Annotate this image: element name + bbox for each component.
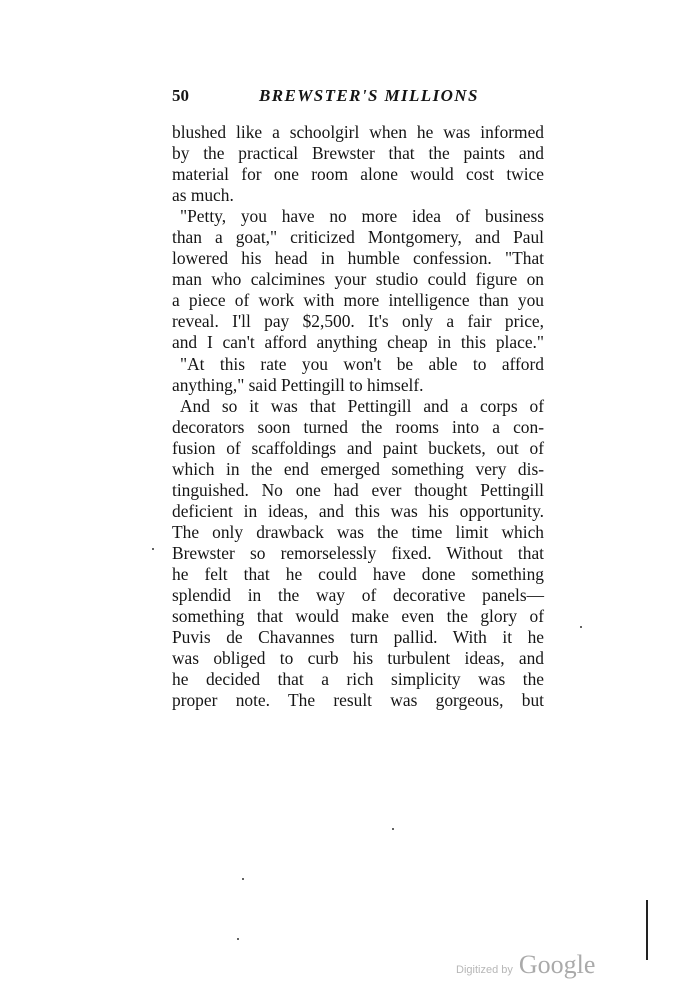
text-line: decorators soon turned the rooms into a con- bbox=[172, 416, 544, 437]
text-line: reveal. I'll pay $2,500. It's only a fair price, bbox=[172, 311, 544, 332]
scan-speck bbox=[242, 878, 244, 880]
text-line: tinguished. No one had ever thought Pettingill bbox=[172, 479, 544, 500]
text-line: The only drawback was the time limit which bbox=[172, 521, 544, 542]
text-line: deficient in ideas, and this was his opportunity. bbox=[172, 500, 544, 521]
text-line: man who calcimines your studio could figure on bbox=[172, 269, 544, 290]
text-line: was obliged to curb his turbulent ideas, and bbox=[172, 648, 544, 669]
text-line: lowered his head in humble confession. "That bbox=[172, 248, 544, 269]
text-line: material for one room alone would cost twice bbox=[172, 164, 544, 185]
text-line: fusion of scaffoldings and paint buckets, out of bbox=[172, 437, 544, 458]
text-line: blushed like a schoolgirl when he was informed bbox=[172, 122, 544, 142]
text-line: And so it was that Pettingill and a corps of bbox=[180, 395, 544, 416]
page-number: 50 bbox=[172, 86, 189, 105]
watermark-prefix: Digitized by bbox=[456, 964, 513, 976]
text-line: "At this rate you won't be able to afford bbox=[180, 353, 544, 374]
text-line: Puvis de Chavannes turn pallid. With it he bbox=[172, 627, 544, 648]
scan-speck bbox=[152, 548, 154, 550]
scan-edge-mark bbox=[646, 900, 648, 960]
text-line: splendid in the way of decorative panels— bbox=[172, 585, 544, 606]
text-line: Brewster so remorselessly fixed. Without that bbox=[172, 542, 544, 563]
text-line: something that would make even the glory of bbox=[172, 606, 544, 627]
scan-speck bbox=[580, 626, 582, 628]
text-line: he felt that he could have done something bbox=[172, 563, 544, 584]
scan-speck bbox=[392, 828, 394, 830]
digitized-watermark bbox=[456, 950, 595, 980]
text-line: than a goat," criticized Montgomery, and Paul bbox=[172, 227, 544, 248]
text-line: he decided that a rich simplicity was the bbox=[172, 669, 544, 690]
text-line: which in the end emerged something very dis- bbox=[172, 458, 544, 479]
scan-speck bbox=[237, 938, 239, 940]
page-header bbox=[172, 84, 544, 108]
text-line: as much. bbox=[172, 185, 234, 206]
text-line: "Petty, you have no more idea of business bbox=[180, 206, 544, 227]
text-line: by the practical Brewster that the paints and bbox=[172, 143, 544, 164]
text-line: proper note. The result was gorgeous, but bbox=[172, 690, 544, 711]
text-line: anything," said Pettingill to himself. bbox=[172, 374, 424, 395]
body-text bbox=[172, 122, 544, 711]
google-logo: Google bbox=[518, 950, 596, 979]
running-title: BREWSTER'S MILLIONS bbox=[259, 86, 479, 105]
text-line: and I can't afford anything cheap in this place." bbox=[172, 332, 544, 353]
text-line: a piece of work with more intelligence than you bbox=[172, 290, 544, 311]
